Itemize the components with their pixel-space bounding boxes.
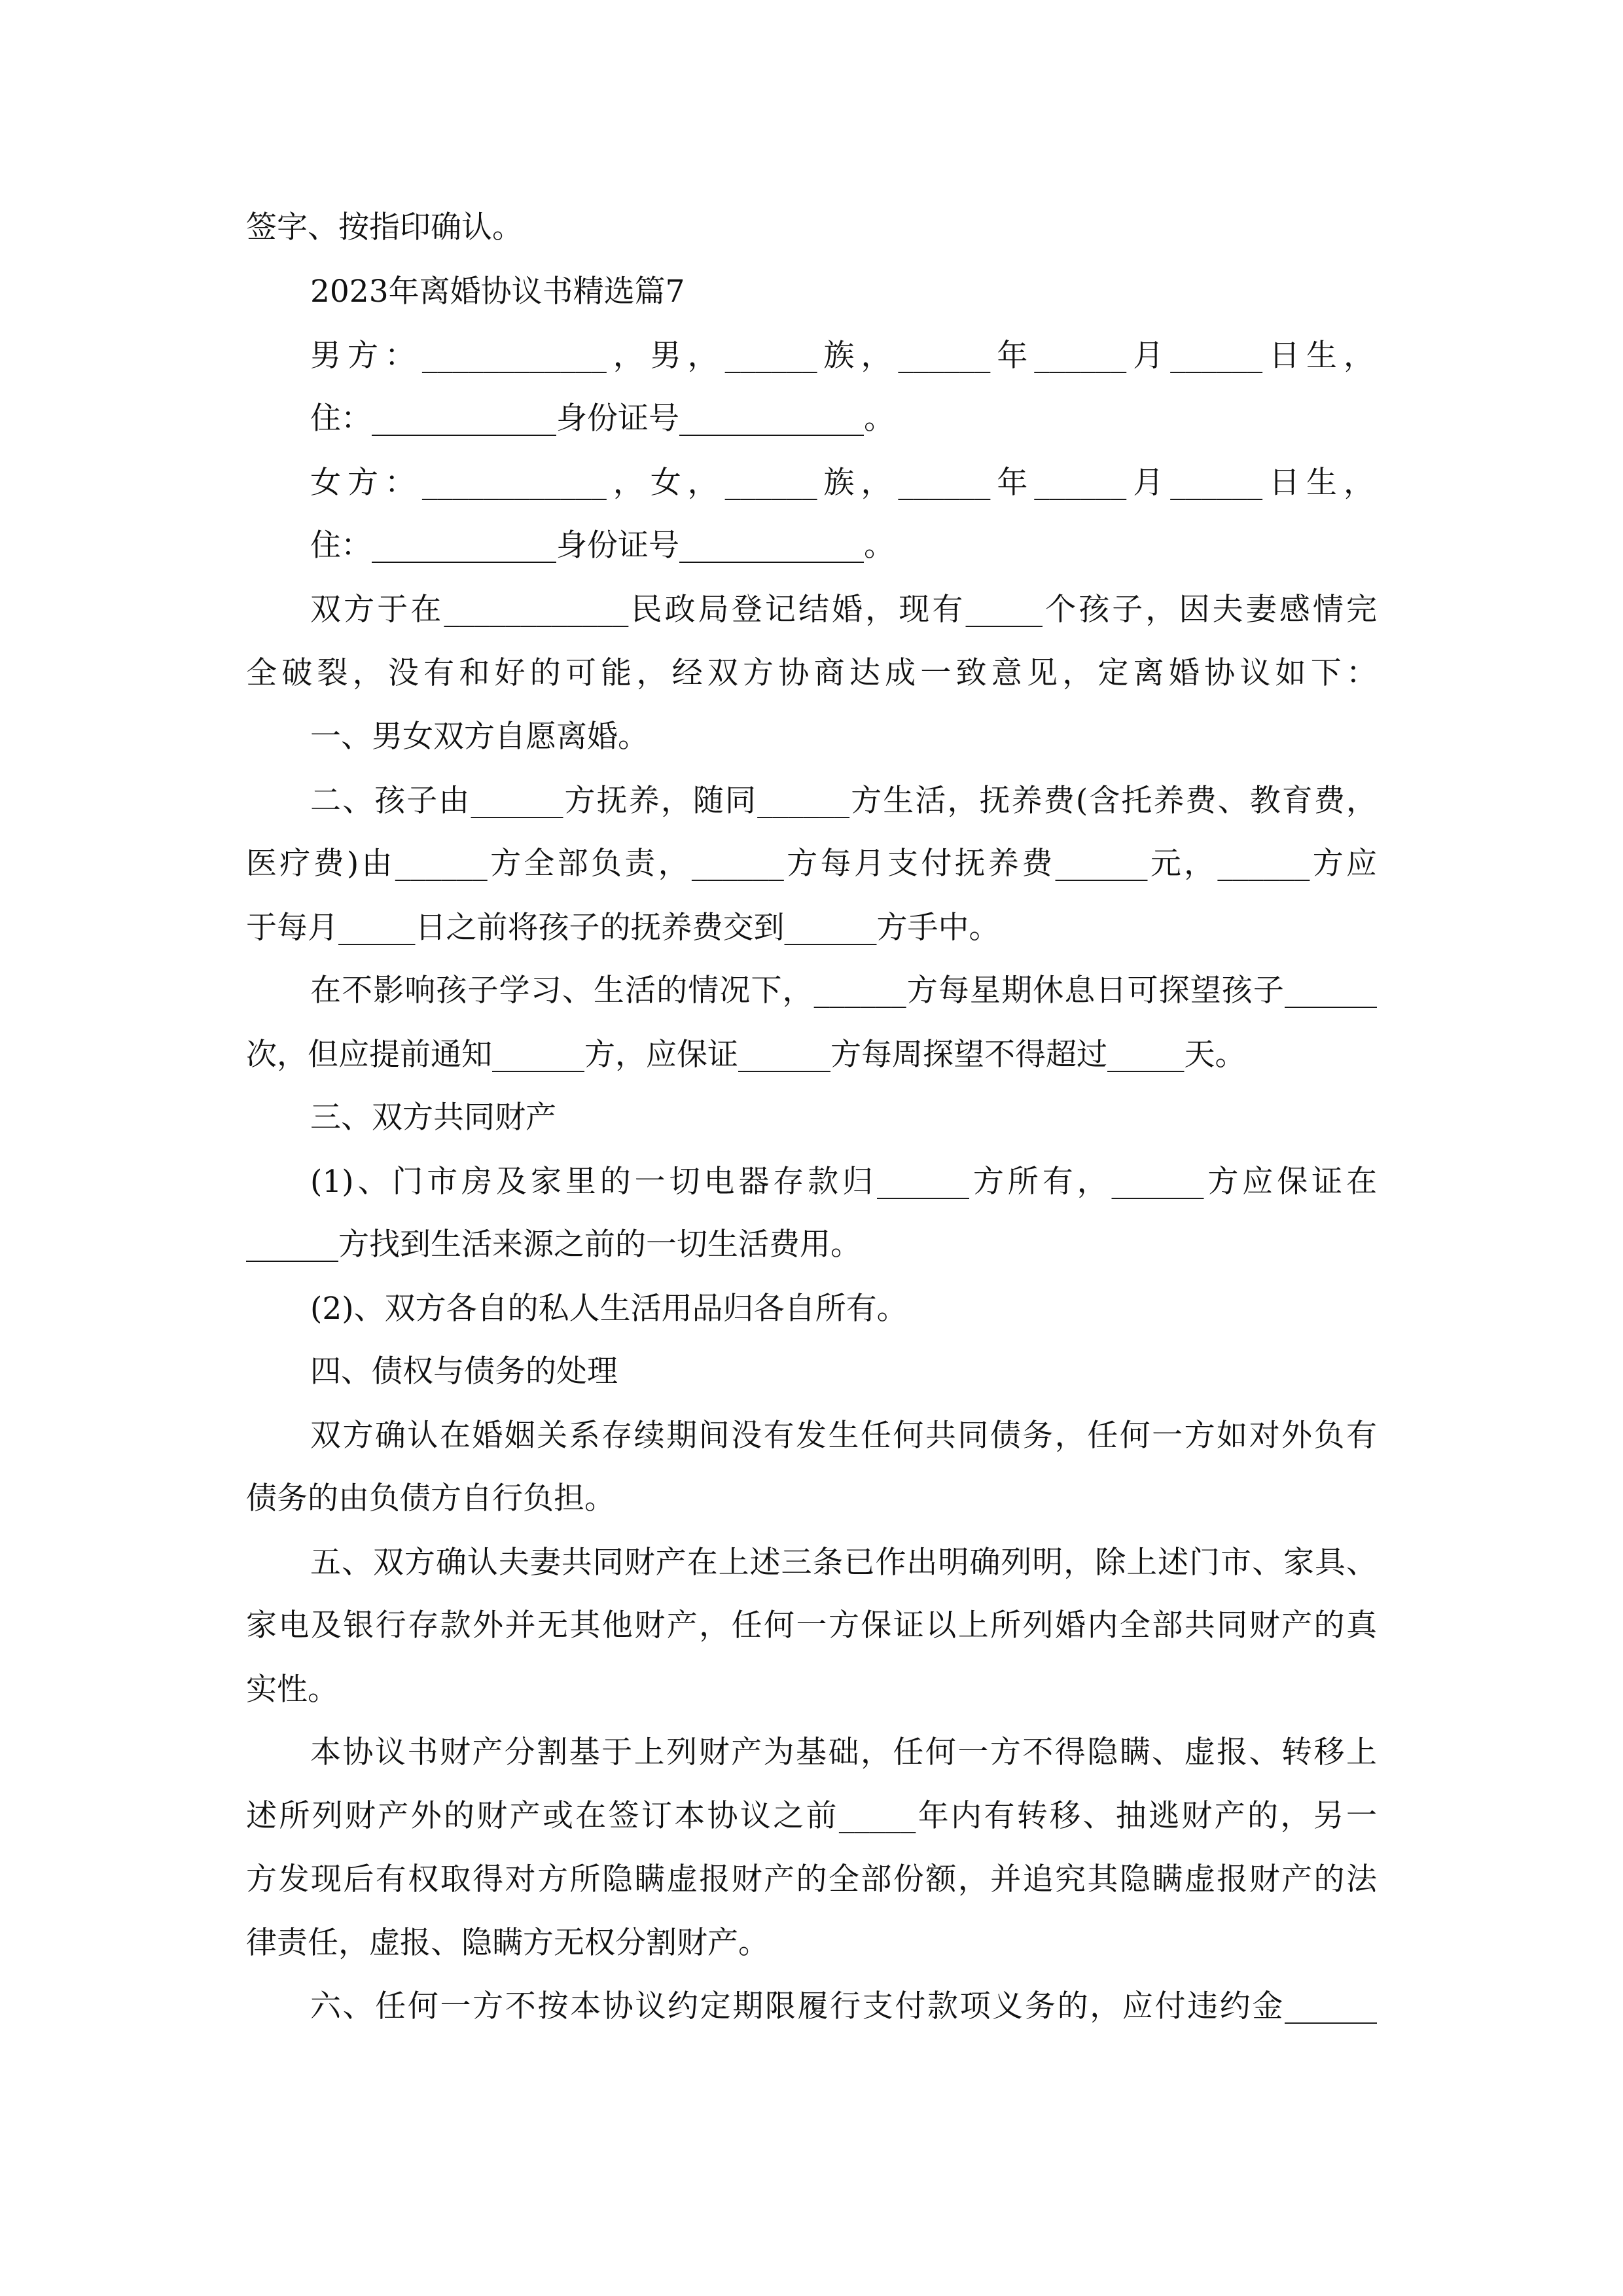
paragraph-line: 述所列财产外的财产或在签订本协议之前_____年内有转移、抽逃财产的，另一 bbox=[246, 1798, 1377, 1834]
paragraph-line: 于每月_____日之前将孩子的抚养费交到______方手中。 bbox=[246, 910, 1000, 946]
clause-heading: 四、债权与债务的处理 bbox=[310, 1354, 618, 1390]
paragraph-line: 六、任何一方不按本协议约定期限履行支付款项义务的，应付违约金______ bbox=[310, 1988, 1377, 2024]
paragraph-line: 全破裂，没有和好的可能，经双方协商达成一致意见，定离婚协议如下： bbox=[246, 655, 1377, 691]
paragraph-line: (1)、门市房及家里的一切电器存款归______方所有，______方应保证在 bbox=[310, 1164, 1377, 1200]
paragraph-line: ______方找到生活来源之前的一切生活费用。 bbox=[246, 1227, 861, 1263]
paragraph-line: 二、孩子由______方抚养，随同______方生活，抚养费(含托养费、教育费， bbox=[310, 783, 1377, 819]
paragraph-line: 实性。 bbox=[246, 1672, 338, 1708]
paragraph-line: 律责任，虚报、隐瞒方无权分割财产。 bbox=[246, 1925, 769, 1961]
paragraph-line: 双方于在____________民政局登记结婚，现有_____个孩子，因夫妻感情完 bbox=[310, 592, 1377, 628]
paragraph-line: 本协议书财产分割基于上列财产为基础，任何一方不得隐瞒、虚报、转移上 bbox=[310, 1734, 1377, 1770]
paragraph-line: (2)、双方各自的私人生活用品归各自所有。 bbox=[310, 1291, 908, 1327]
paragraph-line: 方发现后有权取得对方所隐瞒虚报财产的全部份额，并追究其隐瞒虚报财产的法 bbox=[246, 1861, 1377, 1897]
paragraph-line: 医疗费)由______方全部负责，______方每月支付抚养费______元，______方应 bbox=[246, 846, 1377, 882]
party-info-line: 男方：____________，男，______族，______年______月______日生， bbox=[310, 338, 1374, 374]
section-title: 2023年离婚协议书精选篇7 bbox=[310, 274, 685, 310]
party-info-line: 住：____________身份证号____________。 bbox=[310, 528, 895, 564]
clause-heading: 三、双方共同财产 bbox=[310, 1100, 556, 1136]
paragraph-line: 五、双方确认夫妻共同财产在上述三条已作出明确列明，除上述门市、家具、 bbox=[310, 1545, 1377, 1581]
clause-heading: 一、男女双方自愿离婚。 bbox=[310, 719, 649, 755]
paragraph-line: 签字、按指印确认。 bbox=[246, 209, 523, 245]
paragraph-line: 双方确认在婚姻关系存续期间没有发生任何共同债务，任何一方如对外负有 bbox=[310, 1418, 1377, 1454]
paragraph-line: 家电及银行存款外并无其他财产，任何一方保证以上所列婚内全部共同财产的真 bbox=[246, 1607, 1377, 1643]
party-info-line: 女方：____________，女，______族，______年______月______日生， bbox=[310, 465, 1374, 501]
paragraph-line: 债务的由负债方自行负担。 bbox=[246, 1480, 615, 1516]
paragraph-line: 在不影响孩子学习、生活的情况下，______方每星期休息日可探望孩子______ bbox=[310, 973, 1377, 1009]
party-info-line: 住：____________身份证号____________。 bbox=[310, 401, 895, 437]
paragraph-line: 次，但应提前通知______方，应保证______方每周探望不得超过_____天。 bbox=[246, 1037, 1246, 1073]
